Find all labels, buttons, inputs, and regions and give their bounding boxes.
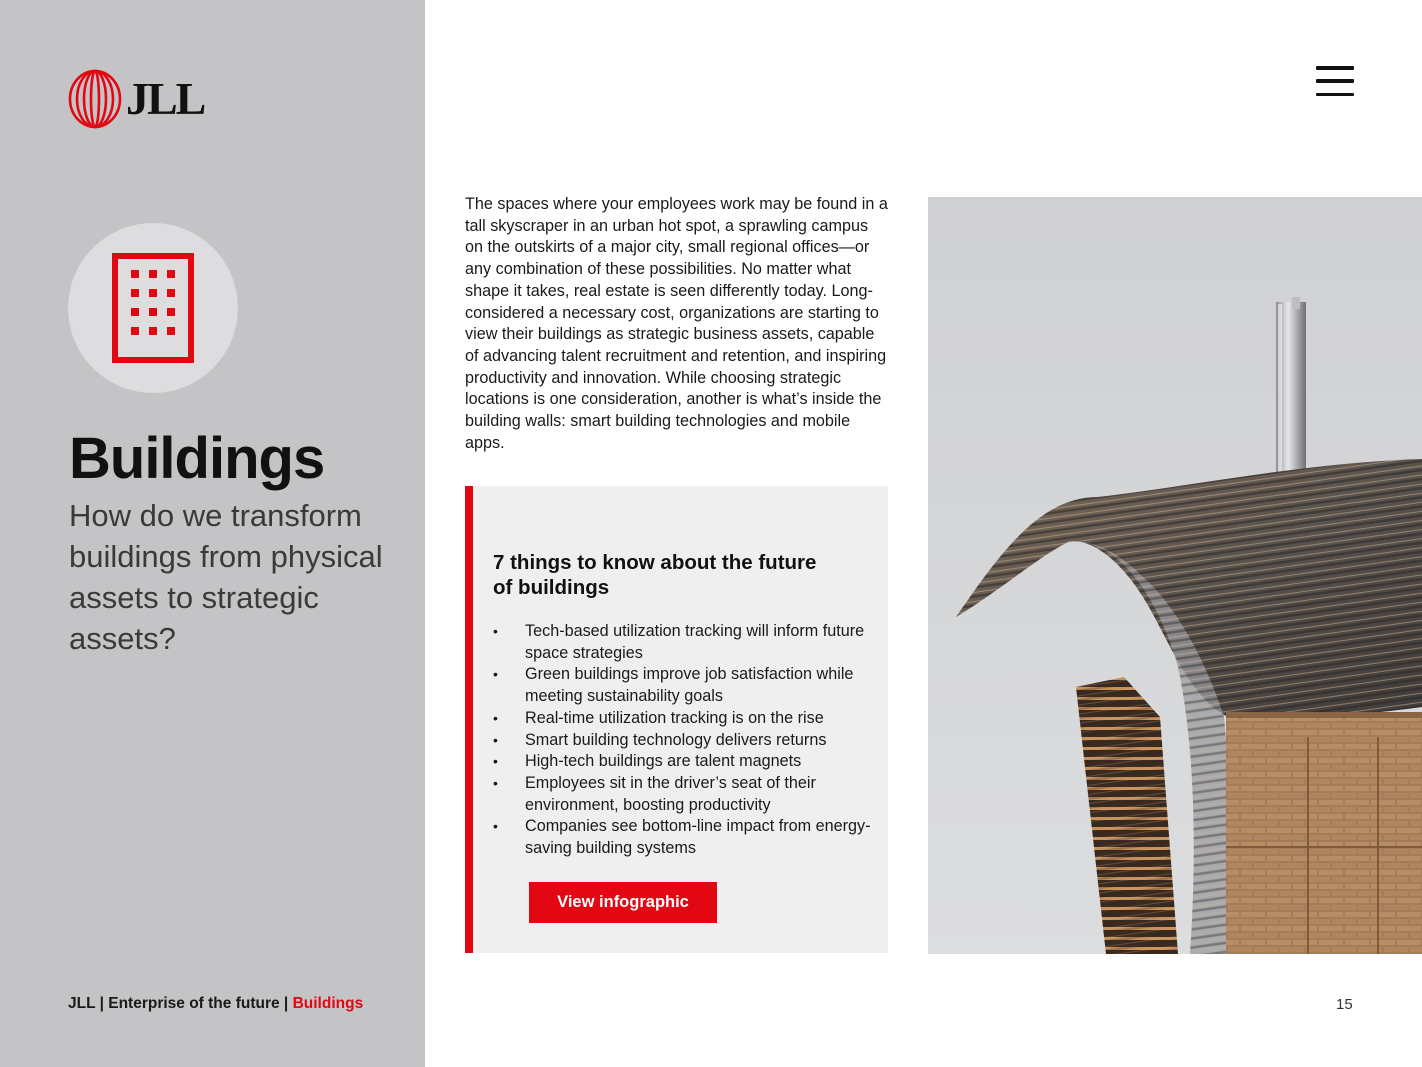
menu-line	[1316, 93, 1354, 97]
page-number: 15	[1336, 996, 1353, 1013]
list-item: • Real-time utilization tracking is on the rise	[493, 708, 873, 730]
building-photo	[928, 197, 1422, 954]
building-icon-badge	[68, 223, 238, 393]
breadcrumb	[68, 995, 363, 1013]
list-item: • Companies see bottom-line impact from energy-saving building systems	[493, 816, 873, 859]
view-infographic-button[interactable]: View infographic	[529, 882, 717, 923]
menu-line	[1316, 66, 1354, 70]
menu-line	[1316, 79, 1354, 83]
page-subtitle: How do we transform buildings from physical assets to strategic assets?	[69, 498, 383, 656]
building-icon	[112, 253, 194, 363]
list-item: • Employees sit in the driver’s seat of their environment, boosting productivity	[493, 773, 873, 816]
list-item: • Tech-based utilization tracking will inform future space strategies	[493, 621, 873, 664]
intro-paragraph: The spaces where your employees work may be found in a tall skyscraper in an urban hot spot, a sprawling campus on the outskirts of a major city, small regional offices—or any combination of these possibilities. No matter what shape it takes, real estate is seen differently today. Long-considered a necessary cost, organizations are starting to view their buildings as strategic business assets, capable of advancing talent recruitment and retention, and inspiring productivity and innovation. While choosing strategic locations is one consideration, another is what’s inside the building walls: smart building technologies and mobile apps.	[465, 195, 888, 452]
sidebar	[0, 0, 425, 1067]
callout-box	[465, 486, 888, 953]
breadcrumb-brand: JLL	[68, 995, 96, 1012]
callout-list	[493, 621, 873, 860]
building-photo-image	[928, 197, 1422, 954]
breadcrumb-separator: |	[279, 995, 293, 1012]
page-title: Buildings	[69, 426, 325, 491]
breadcrumb-separator: |	[95, 995, 109, 1012]
jll-logo[interactable]	[68, 68, 208, 130]
jll-logo-text: JLL	[126, 73, 205, 124]
callout-heading: 7 things to know about the future of buildings	[493, 551, 817, 599]
list-item: • High-tech buildings are talent magnets	[493, 751, 873, 773]
breadcrumb-current: Buildings	[292, 995, 364, 1012]
breadcrumb-series: Enterprise of the future	[108, 995, 280, 1012]
list-item: • Green buildings improve job satisfaction while meeting sustainability goals	[493, 664, 873, 707]
list-item: • Smart building technology delivers returns	[493, 730, 873, 752]
jll-logo-mark-icon	[68, 69, 122, 129]
hamburger-menu-icon[interactable]	[1316, 66, 1354, 96]
